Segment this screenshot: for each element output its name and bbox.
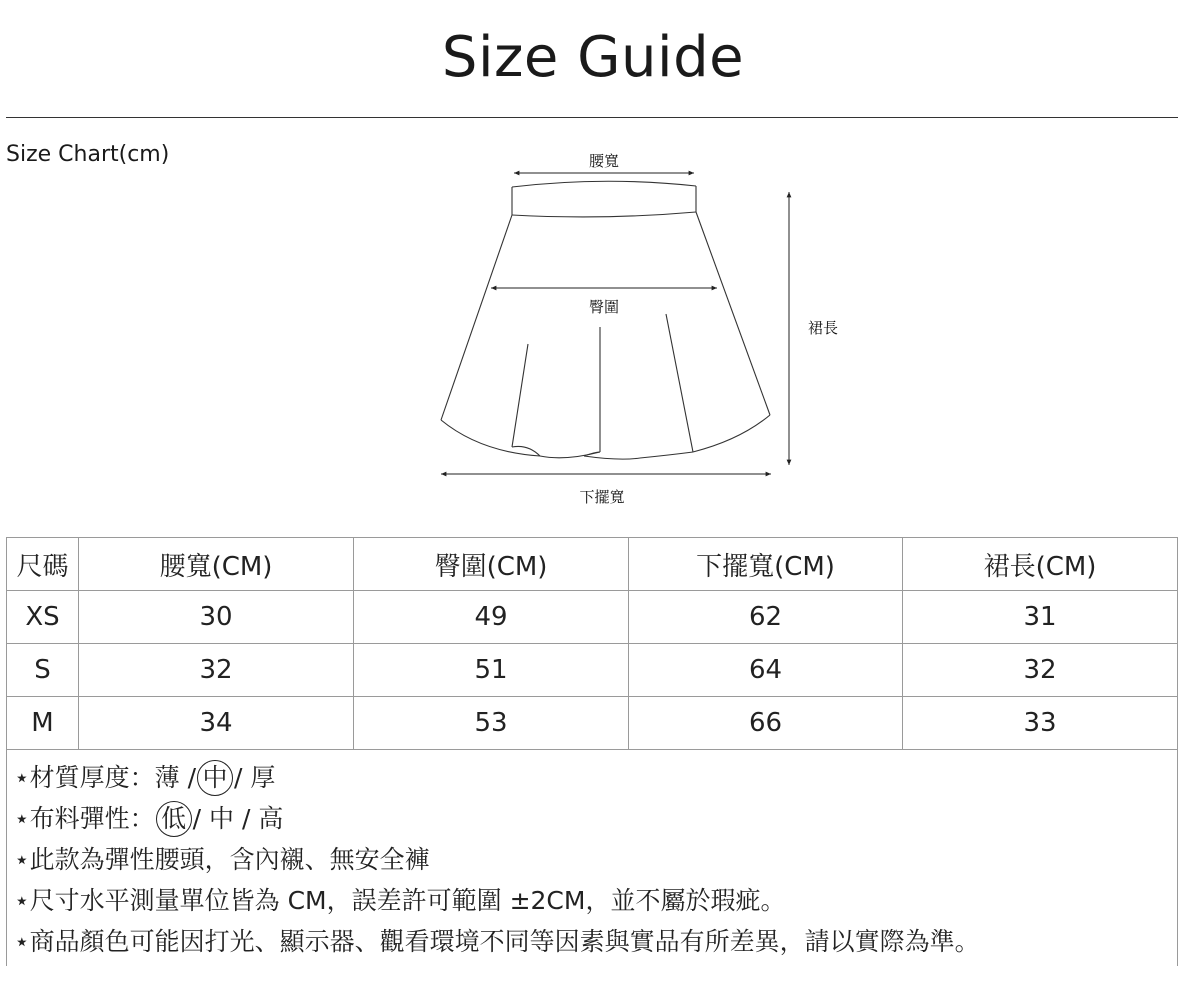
table-cell: 66 [629, 697, 903, 750]
note-elasticity-prefix: ⋆布料彈性： [14, 804, 155, 833]
hip-label: 臀圍 [588, 298, 620, 316]
table-cell: 34 [79, 697, 354, 750]
page-title: Size Guide [441, 25, 745, 90]
table-row [7, 644, 1178, 697]
table-cell: 32 [903, 644, 1178, 697]
note-color: ⋆商品顏色可能因打光、顯示器、觀看環境不同等因素與實品有所差異，請以實際為準。 [14, 927, 980, 956]
note-thickness-prefix: ⋆材質厚度：薄 / [14, 763, 197, 792]
title-divider [6, 117, 1178, 118]
header-hip: 臀圍(CM) [354, 538, 629, 591]
table-cell: 31 [903, 591, 1178, 644]
note-elasticity-suffix: / 中 / 高 [192, 804, 284, 833]
table-cell: 62 [629, 591, 903, 644]
table-cell: 64 [629, 644, 903, 697]
header-hem: 下擺寬(CM) [629, 538, 903, 591]
table-cell: 32 [79, 644, 354, 697]
notes-list [14, 757, 980, 962]
note-waistband: ⋆此款為彈性腰頭，含內襯、無安全褲 [14, 845, 430, 874]
note-thickness-suffix: / 厚 [234, 763, 276, 792]
elasticity-selected-option: 低 [156, 801, 192, 837]
table-row [7, 697, 1178, 750]
table-cell: 53 [354, 697, 629, 750]
table-cell: M [7, 697, 79, 750]
note-elasticity [14, 798, 980, 839]
header-length: 裙長(CM) [903, 538, 1178, 591]
table-cell: XS [7, 591, 79, 644]
table-cell: 49 [354, 591, 629, 644]
table-cell: 51 [354, 644, 629, 697]
table-header-row [7, 538, 1178, 591]
skirt-outline [441, 181, 770, 459]
hem-label: 下擺寬 [579, 488, 625, 506]
thickness-selected-option: 中 [197, 760, 233, 796]
header-waist: 腰寬(CM) [79, 538, 354, 591]
table-cell: 30 [79, 591, 354, 644]
note-measurement: ⋆尺寸水平測量單位皆為 CM，誤差許可範圍 ±2CM，並不屬於瑕疵。 [14, 886, 786, 915]
size-chart-subtitle: Size Chart(cm) [6, 142, 170, 167]
size-table [6, 537, 1178, 750]
waist-label: 腰寬 [588, 152, 620, 170]
header-size: 尺碼 [7, 538, 79, 591]
note-thickness [14, 757, 980, 798]
table-row [7, 591, 1178, 644]
table-cell: 33 [903, 697, 1178, 750]
table-cell: S [7, 644, 79, 697]
length-label: 裙長 [808, 319, 839, 337]
